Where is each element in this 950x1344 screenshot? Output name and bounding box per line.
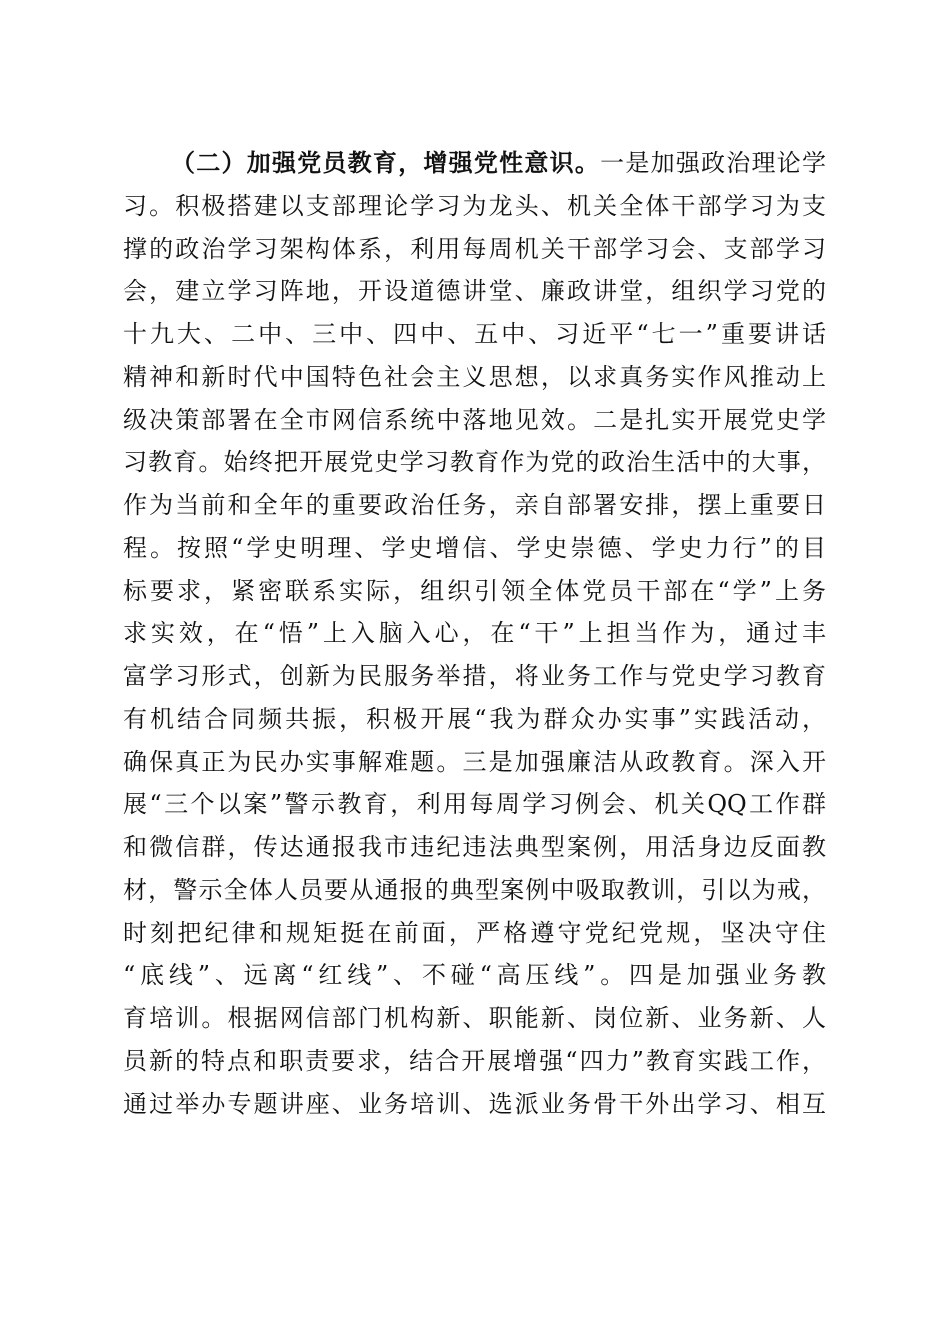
paragraph-line: 确保真正为民办实事解难题。三是加强廉洁从政教育。深入开 [123,747,826,776]
paragraph-line: 展“三个以案”警示教育，利用每周学习例会、机关QQ工作群 [123,790,826,819]
paragraph-first-line [123,142,826,185]
paragraph-line: 育培训。根据网信部门机构新、职能新、岗位新、业务新、人 [123,1004,826,1032]
paragraph-line: 通过举办专题讲座、业务培训、选派业务骨干外出学习、相互 [123,1089,826,1118]
paragraph-line: 有机结合同频共振，积极开展“我为群众办实事”实践活动， [123,704,826,733]
paragraph-line: 程。按照“学史明理、学史增信、学史崇德、学史力行”的目 [123,533,826,562]
paragraph-line: 材，警示全体人员要从通报的典型案例中吸取教训，引以为戒， [123,875,826,904]
paragraph-line: 作为当前和全年的重要政治任务，亲自部署安排，摆上重要日 [123,491,826,519]
paragraph-line: 求实效，在“悟”上入脑入心，在“干”上担当作为，通过丰 [123,619,826,648]
paragraph-line: 富学习形式，创新为民服务举措，将业务工作与党史学习教育 [123,662,826,690]
paragraph-line: 时刻把纪律和规矩挺在前面，严格遵守党纪党规，坚决守住 [123,918,826,947]
paragraph-line: 级决策部署在全市网信系统中落地见效。二是扎实开展党史学 [123,405,826,434]
document-body [123,142,826,1125]
paragraph-line: “底线”、远离“红线”、不碰“高压线”。四是加强业务教 [123,961,826,990]
paragraph-line: 十九大、二中、三中、四中、五中、习近平“七一”重要讲话 [123,320,826,348]
paragraph-line: 和微信群，传达通报我市违纪违法典型案例，用活身边反面教 [123,833,826,861]
paragraph-line: 习。积极搭建以支部理论学习为龙头、机关全体干部学习为支 [123,191,826,220]
paragraph-line: 员新的特点和职责要求，结合开展增强“四力”教育实践工作， [123,1046,826,1075]
paragraph-text: 一是加强政治理论学 [600,149,827,177]
section-heading: （二）加强党员教育，增强党性意识。 [171,148,601,177]
paragraph-line: 标要求，紧密联系实际，组织引领全体党员干部在“学”上务 [123,576,826,605]
paragraph-line: 会，建立学习阵地，开设道德讲堂、廉政讲堂，组织学习党的 [123,277,826,306]
paragraph-line: 习教育。始终把开展党史学习教育作为党的政治生活中的大事， [123,448,826,477]
paragraph-line: 撑的政治学习架构体系，利用每周机关干部学习会、支部学习 [123,234,826,263]
paragraph-line: 精神和新时代中国特色社会主义思想，以求真务实作风推动上 [123,362,826,391]
